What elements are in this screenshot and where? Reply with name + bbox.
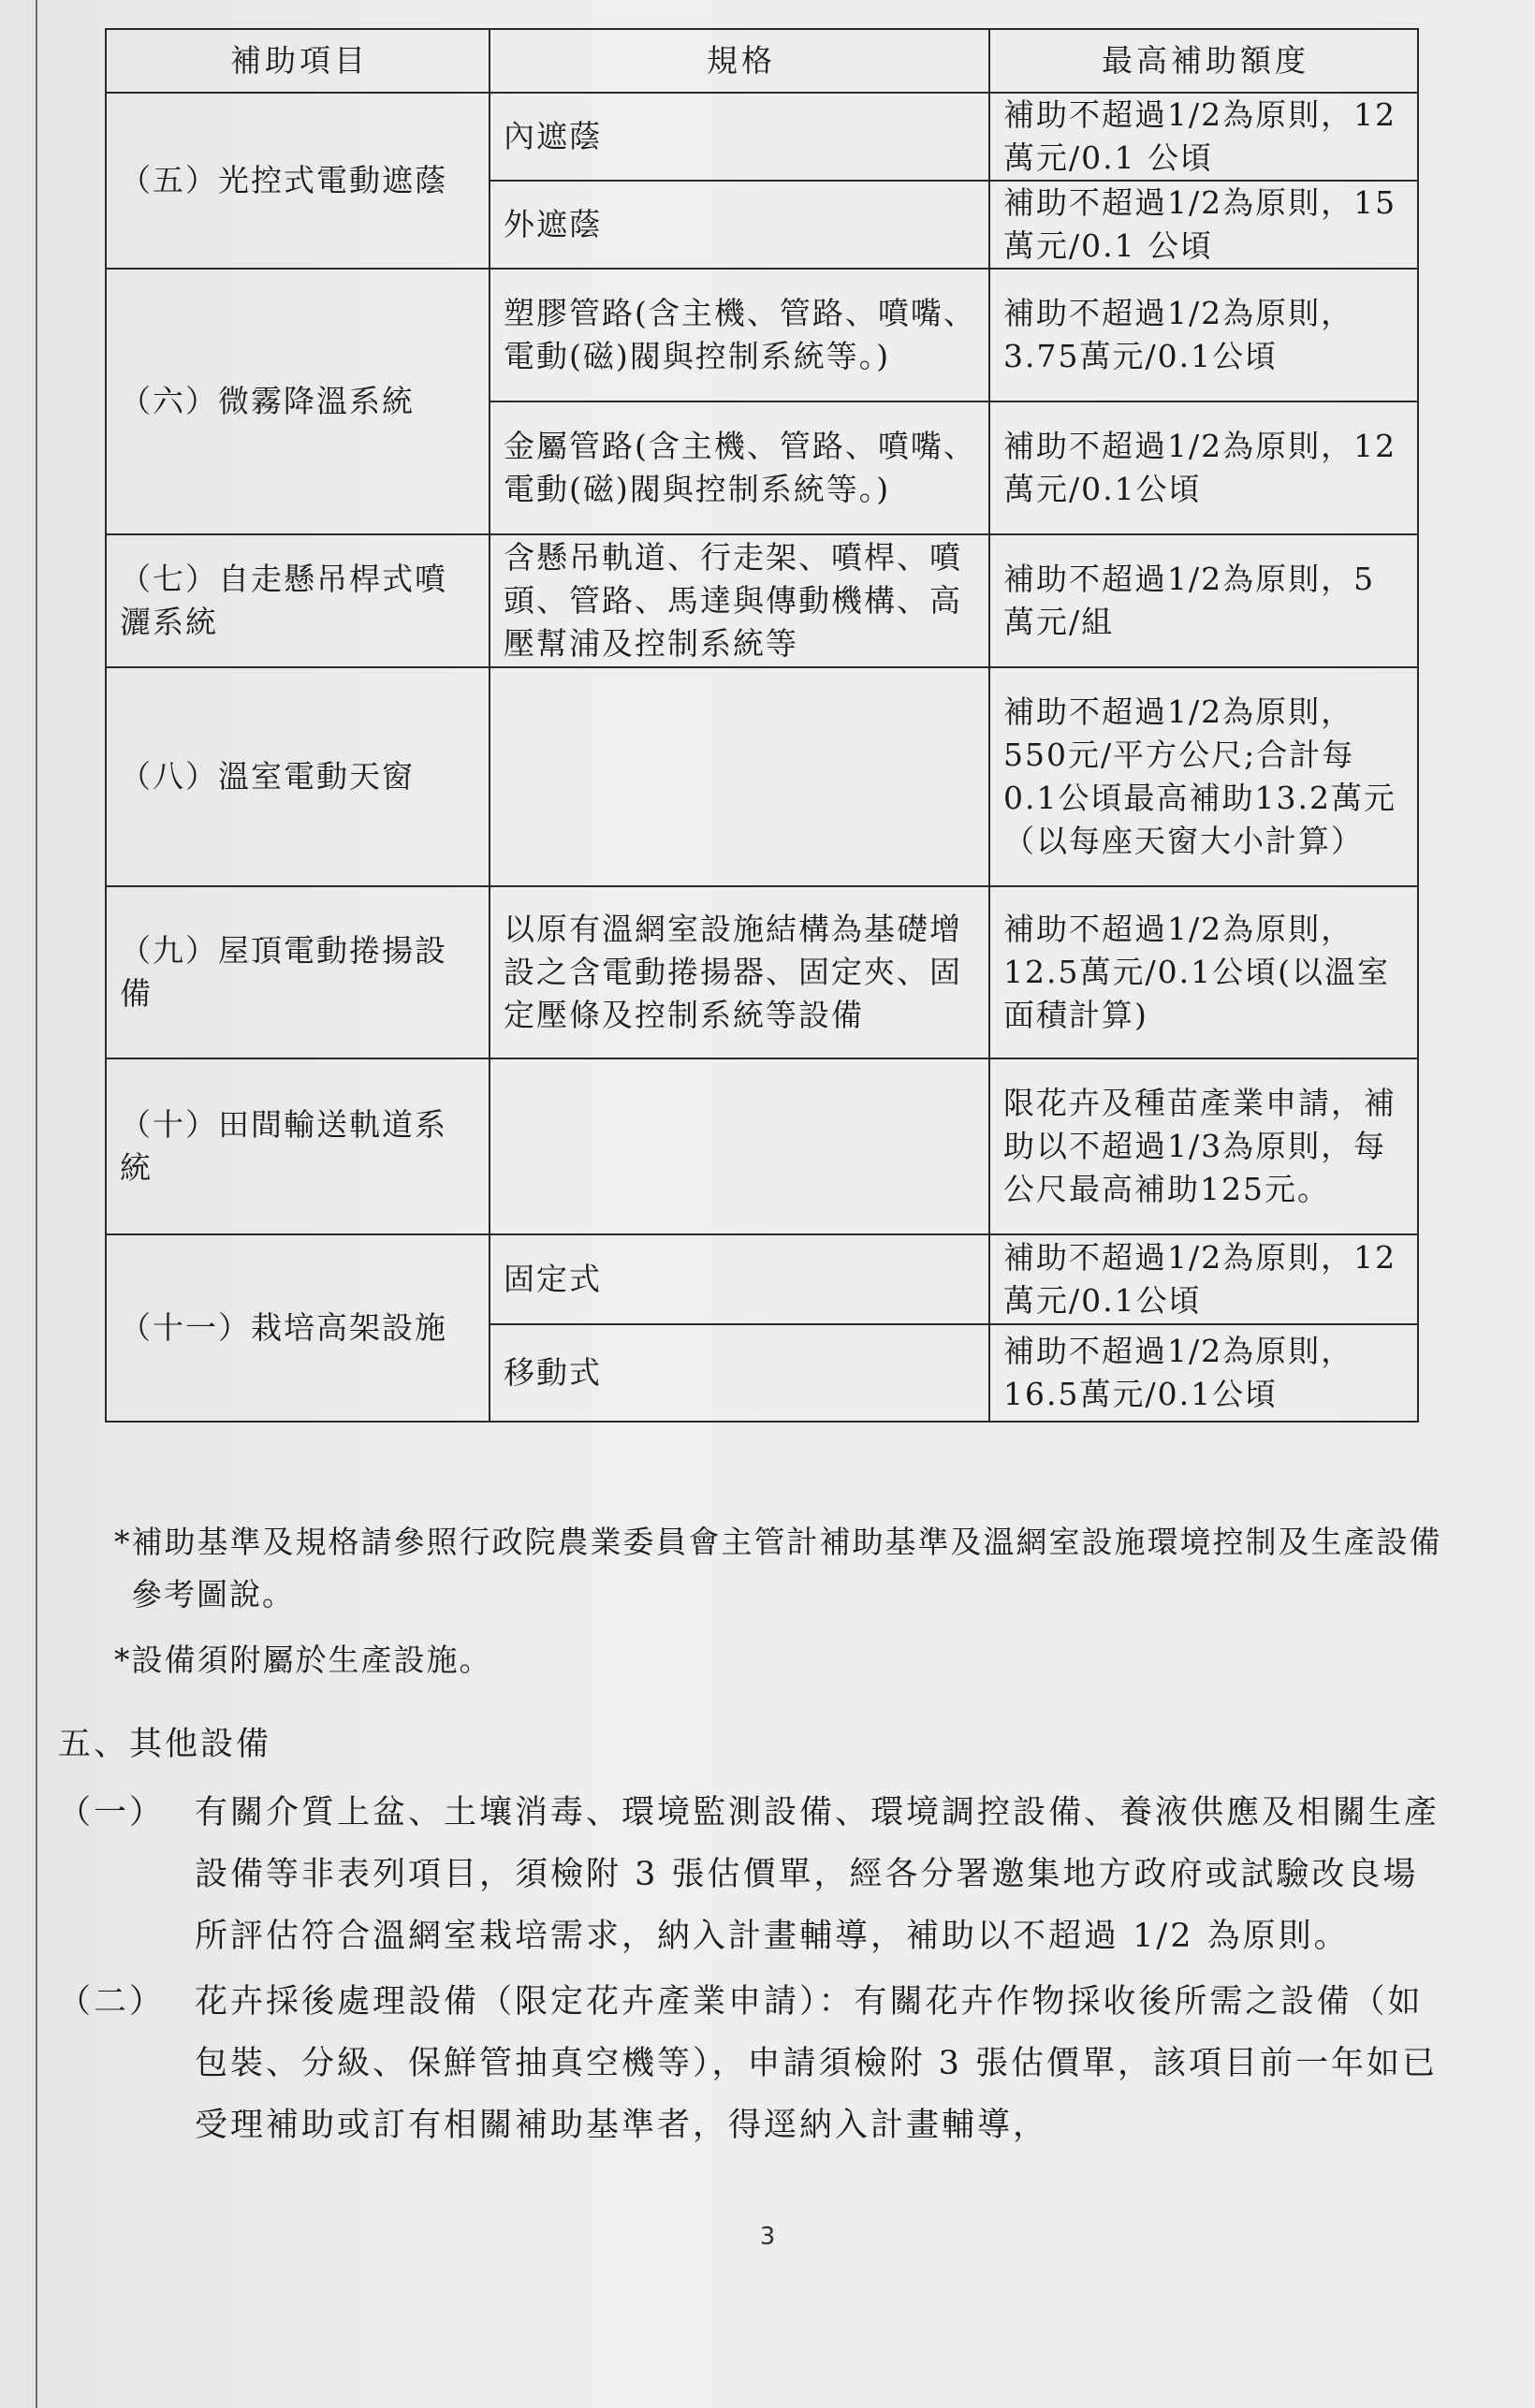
page-number: 3: [759, 2223, 776, 2251]
spec-cell: 含懸吊軌道、行走架、噴桿、噴頭、管路、馬達與傳動機構、高壓幫浦及控制系統等: [490, 534, 989, 667]
amount-cell: 補助不超過1/2為原則，12.5萬元/0.1公頃(以溫室面積計算): [989, 886, 1418, 1058]
amount-cell: 補助不超過1/2為原則，15 萬元/0.1 公頃: [989, 181, 1418, 269]
item-cell: （五）光控式電動遮蔭: [106, 93, 490, 269]
item-cell: （十一）栽培高架設施: [106, 1234, 490, 1422]
amount-cell: 補助不超過1/2為原則，12 萬元/0.1 公頃: [989, 93, 1418, 181]
table-row: [106, 886, 1418, 1058]
paragraph-label: （二）: [58, 1983, 166, 2021]
note-standards: *補助基準及規格請參照行政院農業委員會主管計補助基準及溫網室設施環境控制及生產設備參考圖說。: [114, 1524, 1442, 1613]
table-row: [106, 1234, 1418, 1324]
spec-cell: 塑膠管路(含主機、管路、噴嘴、電動(磁)閥與控制系統等。): [490, 269, 989, 401]
table-row: [106, 534, 1418, 667]
amount-cell: 補助不超過1/2為原則，12萬元/0.1公頃: [989, 1234, 1418, 1324]
spec-cell: 內遮蔭: [490, 93, 989, 181]
spec-cell: [490, 1058, 989, 1234]
item-cell: （七）自走懸吊桿式噴灑系統: [106, 534, 490, 667]
spec-cell: 以原有溫網室設施結構為基礎增設之含電動捲揚器、固定夾、固定壓條及控制系統等設備: [490, 886, 989, 1058]
table-row: [106, 1058, 1418, 1234]
amount-cell: 限花卉及種苗產業申請，補助以不超過1/3為原則，每公尺最高補助125元。: [989, 1058, 1418, 1234]
spec-cell: 移動式: [490, 1324, 989, 1422]
table-header-row: [106, 29, 1418, 93]
table-notes: [114, 1516, 1443, 1686]
spec-cell: 外遮蔭: [490, 181, 989, 269]
paragraph-1: [58, 1782, 1443, 1967]
page-edge-line: [36, 0, 37, 2408]
paragraph-text: 有關介質上盆、土壤消毒、環境監測設備、環境調控設備、養液供應及相關生產設備等非表列項目，須檢附 3 張估價單，經各分署邀集地方政府或試驗改良場所評估符合溫網室栽培需求，納入計畫輔導，補助以不超過 1/2 為原則。: [195, 1794, 1440, 1955]
spec-cell: 金屬管路(含主機、管路、噴嘴、電動(磁)閥與控制系統等。): [490, 401, 989, 534]
header-amount: 最高補助額度: [989, 29, 1418, 93]
amount-cell: 補助不超過1/2為原則，3.75萬元/0.1公頃: [989, 269, 1418, 401]
header-spec: 規格: [490, 29, 989, 93]
subsidy-table: [105, 28, 1419, 1423]
paragraph-label: （一）: [58, 1794, 166, 1832]
note-attached: *設備須附屬於生產設施。: [114, 1642, 492, 1678]
amount-cell: 補助不超過1/2為原則，5萬元/組: [989, 534, 1418, 667]
item-cell: （六）微霧降溫系統: [106, 269, 490, 534]
table-row: [106, 93, 1418, 181]
item-cell: （十）田間輸送軌道系統: [106, 1058, 490, 1234]
spec-cell: [490, 667, 989, 886]
item-cell: （九）屋頂電動捲揚設備: [106, 886, 490, 1058]
item-cell: （八）溫室電動天窗: [106, 667, 490, 886]
section-other-equipment: [58, 1716, 1443, 2160]
table-row: [106, 667, 1418, 886]
table-row: [106, 269, 1418, 401]
amount-cell: 補助不超過1/2為原則，550元/平方公尺;合計每0.1公頃最高補助13.2萬元（以每座天窗大小計算）: [989, 667, 1418, 886]
amount-cell: 補助不超過1/2為原則，16.5萬元/0.1公頃: [989, 1324, 1418, 1422]
paragraph-2: [58, 1971, 1443, 2156]
section-title: 五、其他設備: [58, 1726, 272, 1763]
header-item: 補助項目: [106, 29, 490, 93]
amount-cell: 補助不超過1/2為原則，12萬元/0.1公頃: [989, 401, 1418, 534]
paragraph-text: 花卉採後處理設備（限定花卉產業申請）：有關花卉作物採收後所需之設備（如包裝、分級、保鮮管抽真空機等），申請須檢附 3 張估價單，該項目前一年如已受理補助或訂有相關補助基準者，得逕納入計畫輔導，: [195, 1983, 1439, 2144]
spec-cell: 固定式: [490, 1234, 989, 1324]
